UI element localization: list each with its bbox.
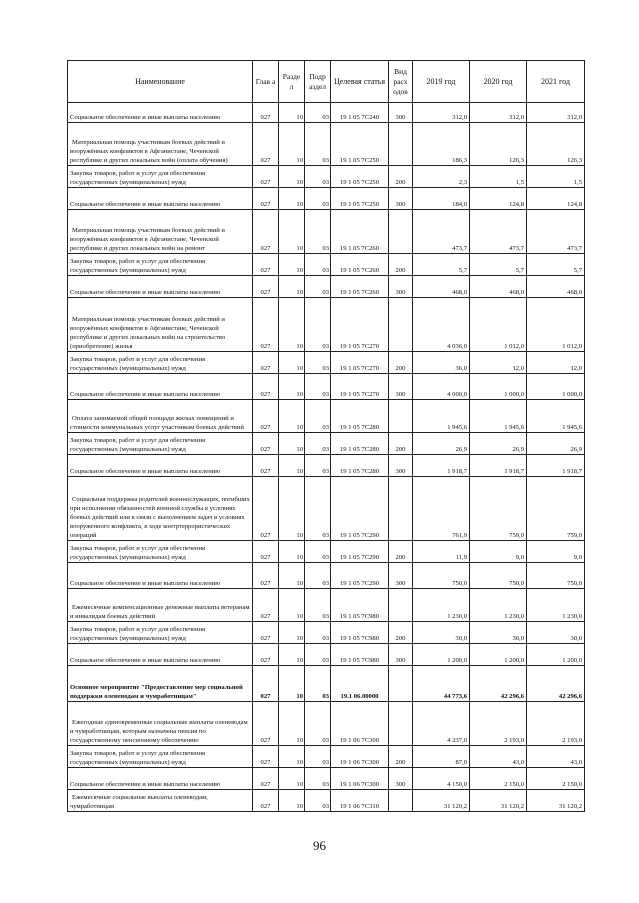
cell-2021: 9,0 xyxy=(527,541,585,563)
table-row xyxy=(68,477,585,541)
cell-target: 19.1 06.00000 xyxy=(331,666,389,702)
cell-2021: 12,0 xyxy=(527,352,585,374)
cell-glava: 027 xyxy=(253,254,279,276)
cell-vid: 200 xyxy=(389,433,413,455)
cell-2020: 1,5 xyxy=(470,166,527,188)
cell-glava: 027 xyxy=(253,123,279,166)
cell-2019: 36,0 xyxy=(413,352,470,374)
cell-podrazdel: 03 xyxy=(305,541,331,563)
cell-name: Социальное обеспечение и иные выплаты населению xyxy=(68,276,253,298)
table-row xyxy=(68,254,585,276)
cell-2021: 1 200,0 xyxy=(527,644,585,666)
cell-podrazdel: 03 xyxy=(305,455,331,477)
cell-2021: 750,0 xyxy=(527,563,585,589)
cell-vid: 300 xyxy=(389,563,413,589)
cell-podrazdel: 03 xyxy=(305,374,331,400)
cell-2019: 30,0 xyxy=(413,622,470,644)
cell-name: Ежемесячные социальные выплаты оленеводам, чумработницам xyxy=(68,790,253,812)
table-row xyxy=(68,298,585,352)
cell-razdel: 10 xyxy=(279,210,305,254)
cell-razdel: 10 xyxy=(279,433,305,455)
cell-razdel: 10 xyxy=(279,103,305,123)
table-row xyxy=(68,103,585,123)
table-row xyxy=(68,541,585,563)
cell-2021: 124,8 xyxy=(527,188,585,210)
cell-2019: 4 237,0 xyxy=(413,702,470,746)
cell-podrazdel: 03 xyxy=(305,188,331,210)
cell-target: 19 1 05 7С980 xyxy=(331,644,389,666)
cell-razdel: 10 xyxy=(279,352,305,374)
cell-podrazdel: 03 xyxy=(305,400,331,433)
cell-podrazdel: 03 xyxy=(305,352,331,374)
table-row xyxy=(68,702,585,746)
cell-glava: 027 xyxy=(253,622,279,644)
cell-razdel: 10 xyxy=(279,702,305,746)
cell-2019: 473,7 xyxy=(413,210,470,254)
cell-target: 19 1 05 7С270 xyxy=(331,298,389,352)
cell-2019: 4 000,0 xyxy=(413,374,470,400)
header-razdel: Разде л xyxy=(279,61,305,103)
cell-2020: 1 945,6 xyxy=(470,400,527,433)
cell-vid xyxy=(389,123,413,166)
cell-2021: 473,7 xyxy=(527,210,585,254)
page-number: 96 xyxy=(313,838,326,853)
cell-vid: 300 xyxy=(389,374,413,400)
cell-vid xyxy=(389,790,413,812)
cell-razdel: 10 xyxy=(279,254,305,276)
table-row xyxy=(68,768,585,790)
cell-vid: 300 xyxy=(389,644,413,666)
cell-razdel: 10 xyxy=(279,123,305,166)
cell-name: Закупка товаров, работ и услуг для обеспечения государственных (муниципальных) нужд xyxy=(68,433,253,455)
cell-2021: 26,9 xyxy=(527,433,585,455)
cell-2020: 2 150,0 xyxy=(470,768,527,790)
cell-glava: 027 xyxy=(253,589,279,622)
cell-2019: 1 230,0 xyxy=(413,589,470,622)
cell-glava: 027 xyxy=(253,455,279,477)
cell-glava: 027 xyxy=(253,666,279,702)
cell-2020: 1 012,0 xyxy=(470,298,527,352)
cell-glava: 027 xyxy=(253,400,279,433)
cell-podrazdel: 03 xyxy=(305,702,331,746)
table-row xyxy=(68,666,585,702)
cell-name: Социальное обеспечение и иные выплаты населению xyxy=(68,374,253,400)
cell-2020: 9,0 xyxy=(470,541,527,563)
cell-name: Материальная помощь участникам боевых действий и вооружённых конфликтов в Афганистане, Чеченской республике и других локальных войн на ремонт xyxy=(68,210,253,254)
cell-glava: 027 xyxy=(253,210,279,254)
table-row xyxy=(68,790,585,812)
cell-2021: 759,0 xyxy=(527,477,585,541)
table-row xyxy=(68,400,585,433)
cell-2019: 750,0 xyxy=(413,563,470,589)
cell-razdel: 10 xyxy=(279,298,305,352)
cell-name: Закупка товаров, работ и услуг для обеспечения государственных (муниципальных) нужд xyxy=(68,254,253,276)
table-row xyxy=(68,352,585,374)
cell-2019: 26,9 xyxy=(413,433,470,455)
cell-vid: 300 xyxy=(389,455,413,477)
cell-podrazdel: 03 xyxy=(305,123,331,166)
cell-razdel: 10 xyxy=(279,400,305,433)
cell-2021: 31 120,2 xyxy=(527,790,585,812)
cell-podrazdel: 03 xyxy=(305,254,331,276)
cell-glava: 027 xyxy=(253,746,279,768)
table-row xyxy=(68,455,585,477)
cell-podrazdel: 03 xyxy=(305,103,331,123)
table-row xyxy=(68,210,585,254)
cell-2019: 1 200,0 xyxy=(413,644,470,666)
cell-target: 19 1 05 7С290 xyxy=(331,563,389,589)
cell-2021: 1 012,0 xyxy=(527,298,585,352)
cell-razdel: 10 xyxy=(279,455,305,477)
cell-2019: 31 120,2 xyxy=(413,790,470,812)
table-row xyxy=(68,123,585,166)
cell-target: 19 1 05 7С270 xyxy=(331,352,389,374)
cell-razdel: 10 xyxy=(279,166,305,188)
cell-2019: 11,9 xyxy=(413,541,470,563)
cell-podrazdel: 03 xyxy=(305,166,331,188)
cell-glava: 027 xyxy=(253,477,279,541)
cell-glava: 027 xyxy=(253,644,279,666)
cell-2019: 184,0 xyxy=(413,188,470,210)
cell-name: Закупка товаров, работ и услуг для обеспечения государственных (муниципальных) нужд xyxy=(68,746,253,768)
cell-vid xyxy=(389,702,413,746)
cell-vid xyxy=(389,298,413,352)
header-target: Целевая статья xyxy=(331,61,389,103)
cell-vid: 300 xyxy=(389,103,413,123)
cell-glava: 027 xyxy=(253,563,279,589)
cell-target: 19 1 05 7С280 xyxy=(331,400,389,433)
budget-table-sheet xyxy=(67,60,584,812)
cell-target: 19 1 06 7С300 xyxy=(331,702,389,746)
cell-2020: 126,3 xyxy=(470,123,527,166)
cell-2019: 1 945,6 xyxy=(413,400,470,433)
cell-2020: 2 193,0 xyxy=(470,702,527,746)
table-row xyxy=(68,746,585,768)
table-row xyxy=(68,563,585,589)
cell-glava: 027 xyxy=(253,188,279,210)
cell-podrazdel: 03 xyxy=(305,276,331,298)
cell-target: 19 1 05 7С240 xyxy=(331,103,389,123)
cell-2019: 44 773,6 xyxy=(413,666,470,702)
cell-vid xyxy=(389,666,413,702)
cell-2021: 1 000,0 xyxy=(527,374,585,400)
cell-razdel: 10 xyxy=(279,622,305,644)
cell-2021: 1 945,6 xyxy=(527,400,585,433)
cell-podrazdel: 03 xyxy=(305,622,331,644)
cell-2019: 87,0 xyxy=(413,746,470,768)
cell-name: Закупка товаров, работ и услуг для обеспечения государственных (муниципальных) нужд xyxy=(68,352,253,374)
table-row xyxy=(68,589,585,622)
cell-razdel: 10 xyxy=(279,790,305,812)
cell-target: 19 1 05 7С280 xyxy=(331,455,389,477)
cell-glava: 027 xyxy=(253,790,279,812)
cell-2021: 1,5 xyxy=(527,166,585,188)
cell-target: 19 1 05 7С980 xyxy=(331,589,389,622)
cell-target: 19 1 06 7С310 xyxy=(331,790,389,812)
cell-glava: 027 xyxy=(253,103,279,123)
cell-vid xyxy=(389,477,413,541)
cell-target: 19 1 05 7С250 xyxy=(331,166,389,188)
cell-razdel: 10 xyxy=(279,276,305,298)
cell-2020: 750,0 xyxy=(470,563,527,589)
cell-2021: 5,7 xyxy=(527,254,585,276)
cell-2021: 43,0 xyxy=(527,746,585,768)
cell-2020: 312,0 xyxy=(470,103,527,123)
cell-podrazdel: 03 xyxy=(305,768,331,790)
cell-vid xyxy=(389,589,413,622)
cell-podrazdel: 03 xyxy=(305,298,331,352)
cell-razdel: 10 xyxy=(279,374,305,400)
table-body xyxy=(68,103,585,812)
cell-podrazdel: 03 xyxy=(305,746,331,768)
cell-razdel: 10 xyxy=(279,188,305,210)
cell-target: 19 1 05 7С980 xyxy=(331,622,389,644)
cell-vid: 300 xyxy=(389,188,413,210)
cell-2020: 124,8 xyxy=(470,188,527,210)
cell-target: 19 1 05 7С270 xyxy=(331,374,389,400)
cell-podrazdel: 03 xyxy=(305,210,331,254)
cell-2021: 2 150,0 xyxy=(527,768,585,790)
cell-2021: 42 296,6 xyxy=(527,666,585,702)
cell-2020: 30,0 xyxy=(470,622,527,644)
cell-2020: 1 918,7 xyxy=(470,455,527,477)
cell-name: Социальное обеспечение и иные выплаты населению xyxy=(68,103,253,123)
cell-target: 19 1 05 7С250 xyxy=(331,188,389,210)
cell-podrazdel: 03 xyxy=(305,644,331,666)
cell-2020: 1 230,0 xyxy=(470,589,527,622)
cell-razdel: 10 xyxy=(279,589,305,622)
cell-2020: 31 120,2 xyxy=(470,790,527,812)
cell-2021: 30,0 xyxy=(527,622,585,644)
cell-name: Оплата занимаемой общей площади жилых помещений и стоимости коммунальных услуг участникам боевых действий xyxy=(68,400,253,433)
cell-vid: 200 xyxy=(389,541,413,563)
cell-razdel: 10 xyxy=(279,768,305,790)
cell-vid: 200 xyxy=(389,254,413,276)
header-podrazdel: Подр аздел xyxy=(305,61,331,103)
cell-2020: 759,0 xyxy=(470,477,527,541)
cell-2019: 761,9 xyxy=(413,477,470,541)
cell-name: Ежегодные единовременные социальные выплаты оленеводам и чумработницам, которым назначена пенсия по государственному пенсионному обеспечению xyxy=(68,702,253,746)
header-2019: 2019 год xyxy=(413,61,470,103)
cell-2019: 4 036,0 xyxy=(413,298,470,352)
cell-vid: 300 xyxy=(389,768,413,790)
cell-name: Материальная помощь участникам боевых действий и вооружённых конфликтов в Афганистане, Чеченской республике и других локальных войн (оплата обучения) xyxy=(68,123,253,166)
table-row xyxy=(68,644,585,666)
cell-podrazdel: 03 xyxy=(305,477,331,541)
cell-razdel: 10 xyxy=(279,746,305,768)
cell-2019: 468,0 xyxy=(413,276,470,298)
cell-2020: 473,7 xyxy=(470,210,527,254)
cell-target: 19 1 05 7С290 xyxy=(331,477,389,541)
cell-razdel: 10 xyxy=(279,644,305,666)
cell-podrazdel: 03 xyxy=(305,563,331,589)
cell-2021: 1 918,7 xyxy=(527,455,585,477)
cell-target: 19 1 05 7С250 xyxy=(331,123,389,166)
cell-name: Социальное обеспечение и иные выплаты населению xyxy=(68,768,253,790)
cell-target: 19 1 05 7С260 xyxy=(331,210,389,254)
cell-name: Основное мероприятие "Предоставление мер социальной поддержки оленеводам и чумработницам" xyxy=(68,666,253,702)
cell-podrazdel: 03 xyxy=(305,790,331,812)
cell-podrazdel: 03 xyxy=(305,666,331,702)
cell-2019: 312,0 xyxy=(413,103,470,123)
cell-razdel: 10 xyxy=(279,563,305,589)
cell-name: Закупка товаров, работ и услуг для обеспечения государственных (муниципальных) нужд xyxy=(68,622,253,644)
header-2020: 2020 год xyxy=(470,61,527,103)
cell-2021: 312,0 xyxy=(527,103,585,123)
cell-vid: 300 xyxy=(389,276,413,298)
cell-target: 19 1 05 7С260 xyxy=(331,276,389,298)
cell-vid: 200 xyxy=(389,352,413,374)
cell-glava: 027 xyxy=(253,374,279,400)
budget-table xyxy=(67,60,585,812)
cell-2020: 5,7 xyxy=(470,254,527,276)
header-glava: Глав а xyxy=(253,61,279,103)
cell-name: Материальная помощь участникам боевых действий и вооружённых конфликтов в Афганистане, Чеченской республике и других локальных войн на строительство (приобретение) жилья xyxy=(68,298,253,352)
cell-target: 19 1 05 7С280 xyxy=(331,433,389,455)
cell-2020: 43,0 xyxy=(470,746,527,768)
table-row xyxy=(68,188,585,210)
cell-target: 19 1 05 7С290 xyxy=(331,541,389,563)
cell-2021: 126,3 xyxy=(527,123,585,166)
cell-vid: 200 xyxy=(389,166,413,188)
cell-2020: 1 000,0 xyxy=(470,374,527,400)
table-row xyxy=(68,433,585,455)
cell-2020: 12,0 xyxy=(470,352,527,374)
header-name: Наименование xyxy=(68,61,253,103)
table-row xyxy=(68,374,585,400)
cell-2020: 26,9 xyxy=(470,433,527,455)
table-header-row xyxy=(68,61,585,103)
cell-razdel: 10 xyxy=(279,477,305,541)
cell-2021: 468,0 xyxy=(527,276,585,298)
cell-glava: 027 xyxy=(253,276,279,298)
cell-glava: 027 xyxy=(253,352,279,374)
cell-2020: 1 200,0 xyxy=(470,644,527,666)
cell-razdel: 10 xyxy=(279,541,305,563)
cell-glava: 027 xyxy=(253,541,279,563)
cell-2019: 5,7 xyxy=(413,254,470,276)
cell-target: 19 1 05 7С260 xyxy=(331,254,389,276)
cell-2019: 4 150,0 xyxy=(413,768,470,790)
cell-2021: 2 193,0 xyxy=(527,702,585,746)
cell-target: 19 1 06 7С300 xyxy=(331,746,389,768)
cell-glava: 027 xyxy=(253,433,279,455)
cell-2019: 186,3 xyxy=(413,123,470,166)
cell-name: Социальное обеспечение и иные выплаты населению xyxy=(68,644,253,666)
cell-2020: 42 296,6 xyxy=(470,666,527,702)
cell-vid xyxy=(389,210,413,254)
header-2021: 2021 год xyxy=(527,61,585,103)
cell-2020: 468,0 xyxy=(470,276,527,298)
cell-name: Ежемесячные компенсационные денежные выплаты ветеранам и инвалидам боевых действий xyxy=(68,589,253,622)
cell-glava: 027 xyxy=(253,702,279,746)
cell-razdel: 10 xyxy=(279,666,305,702)
cell-name: Социальное обеспечение и иные выплаты населению xyxy=(68,455,253,477)
cell-vid: 200 xyxy=(389,622,413,644)
cell-name: Закупка товаров, работ и услуг для обеспечения государственных (муниципальных) нужд xyxy=(68,541,253,563)
cell-vid: 200 xyxy=(389,746,413,768)
cell-name: Социальное обеспечение и иные выплаты населению xyxy=(68,188,253,210)
cell-glava: 027 xyxy=(253,166,279,188)
table-row xyxy=(68,166,585,188)
cell-target: 19 1 06 7С300 xyxy=(331,768,389,790)
cell-podrazdel: 03 xyxy=(305,433,331,455)
header-vid: Вид расх одов xyxy=(389,61,413,103)
cell-podrazdel: 03 xyxy=(305,589,331,622)
table-row xyxy=(68,276,585,298)
cell-2019: 2,3 xyxy=(413,166,470,188)
table-row xyxy=(68,622,585,644)
cell-name: Социальное обеспечение и иные выплаты населению xyxy=(68,563,253,589)
cell-name: Закупка товаров, работ и услуг для обеспечения государственных (муниципальных) нужд xyxy=(68,166,253,188)
cell-name: Социальная поддержка родителей военнослужащих, погибших при исполнении обязанностей военной службы в условиях боевых действий или в связи с выполнением задач в условиях вооруженного конфликта, в ходе контртеррористических операций xyxy=(68,477,253,541)
cell-vid xyxy=(389,400,413,433)
cell-glava: 027 xyxy=(253,298,279,352)
cell-glava: 027 xyxy=(253,768,279,790)
cell-2021: 1 230,0 xyxy=(527,589,585,622)
cell-2019: 1 918,7 xyxy=(413,455,470,477)
